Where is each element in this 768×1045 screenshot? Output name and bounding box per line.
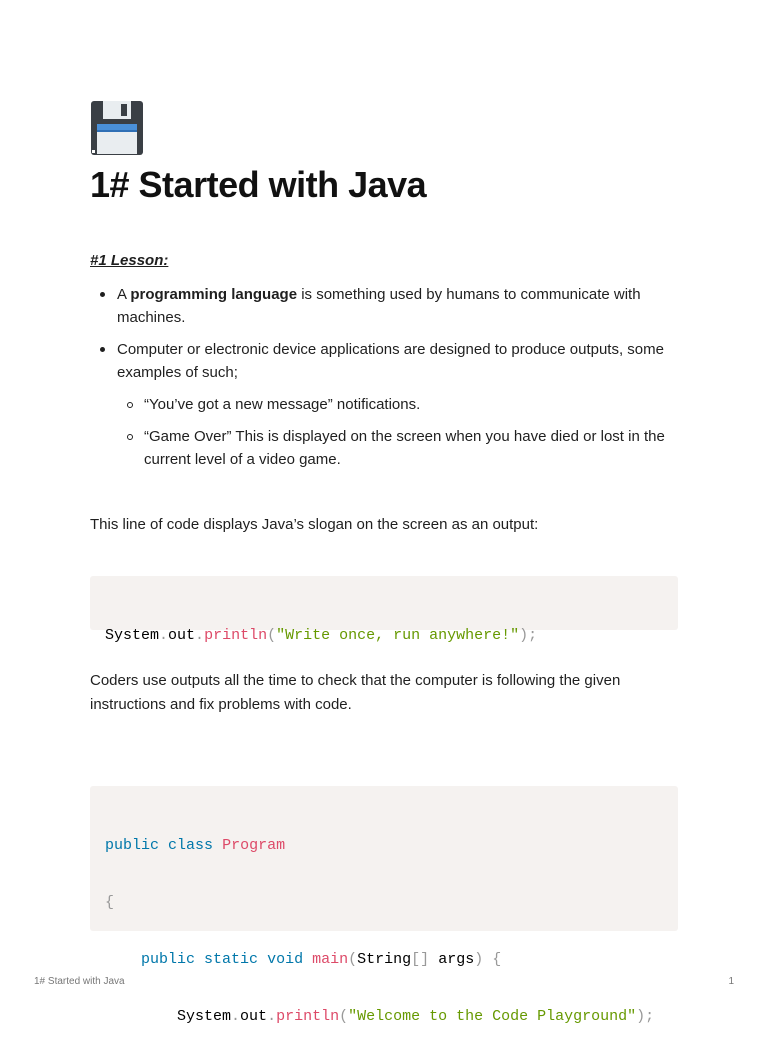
list-item [90, 338, 690, 471]
code-line: public static void main(String[] args) { [141, 951, 502, 968]
bullet-text: Computer or electronic device applications are designed to produce outputs, some examples of such; [117, 341, 664, 381]
list-item [90, 283, 690, 329]
sub-list-item: “You’ve got a new message” notifications. [117, 393, 690, 416]
code-line: { [105, 894, 115, 911]
footer-document-title: 1# Started with Java [34, 976, 125, 987]
code-block-slogan [90, 576, 678, 644]
bullet-bold-term: programming language [130, 286, 298, 303]
outputs-explanation-paragraph: Coders use outputs all the time to check that the computer is following the given instructions and fix problems with code. [90, 672, 621, 713]
bullet-text-suffix: is something used by humans to communicate with machines. [117, 286, 641, 326]
code-block-program [90, 786, 678, 1025]
lesson-heading: #1 Lesson: [90, 252, 169, 269]
lesson-bullet-list [90, 283, 690, 480]
code-line: System.out.println("Welcome to the Code Playground"); [177, 1008, 655, 1025]
footer-page-number: 1 [728, 976, 734, 987]
page-title: 1# Started with Java [90, 164, 427, 205]
floppy-disk-icon [90, 100, 144, 156]
bullet-text-prefix: A [117, 286, 131, 303]
sub-bullet-list [117, 393, 690, 471]
sub-list-item: “Game Over” This is displayed on the screen when you have died or lost in the current level of a video game. [117, 425, 690, 471]
slogan-intro-paragraph: This line of code displays Java’s slogan on the screen as an output: [90, 516, 539, 533]
code-line: public class Program [105, 837, 286, 854]
code-line: System.out.println("Write once, run anywhere!"); [105, 627, 538, 644]
